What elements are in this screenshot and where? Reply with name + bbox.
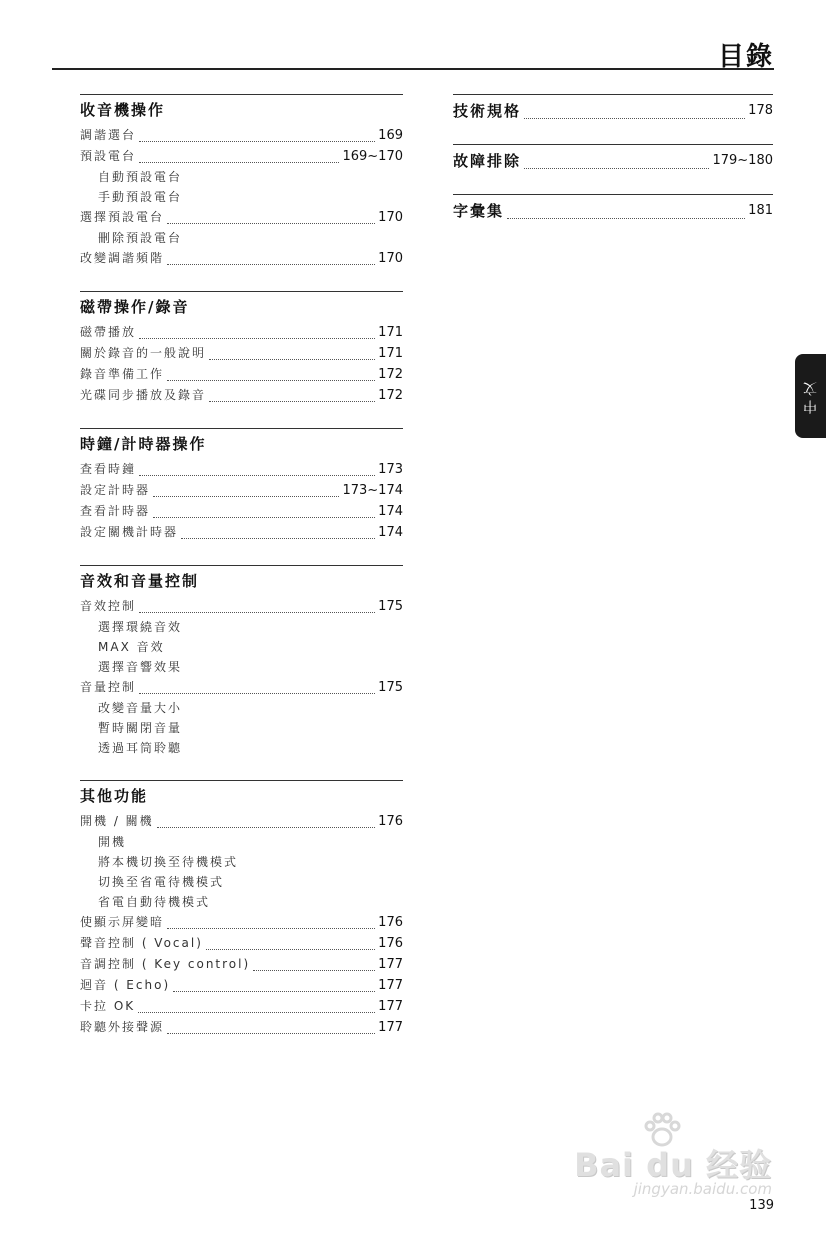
entry-label: 設定關機計時器 [80,525,179,539]
toc-entry[interactable] [80,596,403,617]
toc-subentry: 自動預設電台 [98,170,183,184]
entry-page: 171 [378,325,403,340]
entry-page: 172 [378,388,403,403]
toc-subentry: 刪除預設電台 [98,231,183,245]
entry-page: 175 [378,599,403,614]
section-title: 磁帶操作/錄音 [80,298,190,316]
toc-section [453,94,773,144]
entry-label: 光碟同步播放及錄音 [80,388,207,402]
entry-page: 170 [378,251,403,266]
toc-subentry: 切換至省電待機模式 [98,875,225,889]
dot-leader [139,466,375,476]
section-title: 音效和音量控制 [80,572,200,590]
entry-page: 177 [378,978,403,993]
dot-leader [139,329,375,339]
section-title: 字彙集 [453,201,505,220]
dot-leader [181,529,375,539]
toc-section [80,428,403,543]
entry-label: 選擇預設電台 [80,210,165,224]
toc-entry[interactable] [80,501,403,522]
toc-left-column [80,94,403,1060]
entry-page: 174 [378,525,403,540]
toc-entry[interactable] [80,248,403,269]
toc-entry[interactable] [80,811,403,832]
dot-leader [167,1024,375,1034]
entry-page: 169~170 [342,149,403,164]
watermark-brand: Bai du 经验 [574,1146,772,1184]
dot-leader [167,255,375,265]
toc-section [80,565,403,758]
toc-entry[interactable] [80,912,403,933]
entry-page: 177 [378,1020,403,1035]
entry-page: 174 [378,504,403,519]
entry-page: 181 [748,202,773,218]
toc-section [453,144,773,194]
entry-label: 調諧選台 [80,128,137,142]
dot-leader [209,392,375,402]
toc-entry[interactable] [80,125,403,146]
dot-leader [253,961,375,971]
toc-subentry: 手動預設電台 [98,190,183,204]
toc-subentry: MAX 音效 [98,640,165,654]
language-tab-label: 中文 [802,378,819,414]
dot-leader [524,109,745,119]
toc-entry[interactable] [80,954,403,975]
entry-label: 卡拉 OK [80,999,136,1013]
entry-page: 179~180 [712,152,773,168]
toc-entry[interactable] [80,975,403,996]
toc-subentry: 透過耳筒聆聽 [98,741,183,755]
section-title: 技術規格 [453,101,522,120]
dot-leader [139,684,375,694]
entry-page: 173~174 [342,483,403,498]
dot-leader [507,209,745,219]
toc-entry[interactable] [80,343,403,364]
entry-label: 音調控制 ( Key control) [80,957,251,971]
entry-label: 關於錄音的一般說明 [80,346,207,360]
entry-label: 磁帶播放 [80,325,137,339]
dot-leader [139,603,375,613]
toc-entry[interactable] [80,364,403,385]
dot-leader [167,214,375,224]
toc-entry[interactable] [80,385,403,406]
toc-right-column [453,94,773,244]
entry-page: 176 [378,936,403,951]
entry-label: 聆聽外接聲源 [80,1020,165,1034]
entry-label: 預設電台 [80,149,137,163]
section-title: 收音機操作 [80,101,166,119]
toc-subentry: 選擇音響效果 [98,660,183,674]
entry-page: 171 [378,346,403,361]
dot-leader [167,371,375,381]
toc-section [453,194,773,244]
entry-label: 聲音控制 ( Vocal) [80,936,203,950]
entry-page: 176 [378,814,403,829]
entry-page: 173 [378,462,403,477]
section-title: 時鐘/計時器操作 [80,435,207,453]
entry-label: 開機 / 關機 [80,814,154,828]
entry-page: 177 [378,957,403,972]
toc-entry[interactable] [80,322,403,343]
entry-page: 177 [378,999,403,1014]
toc-subentry: 暫時關閉音量 [98,721,183,735]
entry-page: 178 [748,102,773,118]
toc-entry[interactable] [80,480,403,501]
toc-entry[interactable] [80,1017,403,1038]
toc-section [80,94,403,269]
toc-subentry: 選擇環繞音效 [98,620,183,634]
entry-label: 音量控制 [80,680,137,694]
toc-subentry: 將本機切換至待機模式 [98,855,239,869]
entry-page: 170 [378,210,403,225]
section-title: 故障排除 [453,151,522,170]
toc-entry[interactable] [80,522,403,543]
entry-label: 查看計時器 [80,504,151,518]
dot-leader [206,940,375,950]
entry-label: 設定計時器 [80,483,151,497]
dot-leader [209,350,375,360]
toc-entry[interactable] [80,146,403,167]
toc-entry[interactable] [80,933,403,954]
dot-leader [139,153,339,163]
entry-label: 迴音 ( Echo) [80,978,171,992]
entry-label: 查看時鐘 [80,462,137,476]
watermark-url: jingyan.baidu.com [633,1180,772,1198]
watermark [562,1112,772,1202]
toc-subentry: 改變音量大小 [98,701,183,715]
entry-page: 172 [378,367,403,382]
toc-entry[interactable] [80,677,403,698]
entry-page: 169 [378,128,403,143]
entry-label: 改變調諧頻階 [80,251,165,265]
page-title: 目錄 [717,42,774,72]
toc-subentry: 開機 [98,835,127,849]
entry-label: 使顯示屏變暗 [80,915,165,929]
language-tab[interactable] [795,354,826,438]
toc-entry[interactable] [80,207,403,228]
page-number: 139 [749,1198,774,1213]
toc-entry[interactable] [80,459,403,480]
toc-entry[interactable] [453,145,773,175]
section-title: 其他功能 [80,787,149,805]
dot-leader [524,159,709,169]
toc-section [80,780,403,1038]
dot-leader [153,487,339,497]
dot-leader [153,508,375,518]
entry-page: 176 [378,915,403,930]
dot-leader [167,919,375,929]
entry-label: 音效控制 [80,599,137,613]
toc-subentry: 省電自動待機模式 [98,895,211,909]
entry-page: 175 [378,680,403,695]
toc-entry[interactable] [80,996,403,1017]
dot-leader [139,132,375,142]
dot-leader [138,1003,375,1013]
toc-entry[interactable] [453,195,773,225]
toc-section [80,291,403,406]
dot-leader [173,982,375,992]
toc-entry[interactable] [453,95,773,125]
dot-leader [157,818,375,828]
entry-label: 錄音準備工作 [80,367,165,381]
header-rule [52,68,774,70]
